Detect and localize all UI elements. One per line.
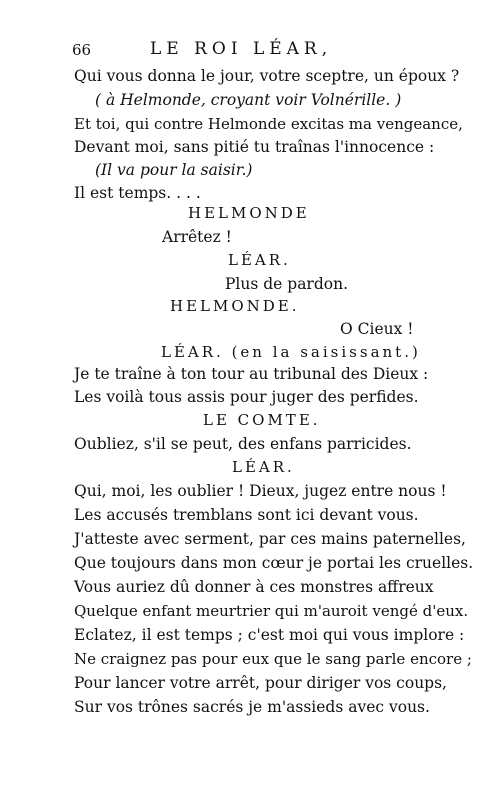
speaker-name: LÉAR.	[232, 458, 295, 476]
verse-line: Il est temps. . . .	[74, 184, 201, 202]
verse-line: Qui vous donna le jour, votre sceptre, un époux ?	[74, 67, 460, 85]
verse-line: J'atteste avec serment, par ces mains paternelles,	[74, 530, 466, 548]
verse-line: Oubliez, s'il se peut, des enfans parricides.	[74, 435, 412, 453]
verse-line: Sur vos trônes sacrés je m'assieds avec vous.	[74, 698, 430, 716]
verse-line: Les accusés tremblans sont ici devant vous.	[74, 506, 419, 524]
verse-line: Qui, moi, les oublier ! Dieux, jugez entre nous !	[74, 482, 447, 500]
speaker-name: HELMONDE	[188, 204, 310, 222]
verse-line: Vous auriez dû donner à ces monstres affreux	[74, 578, 434, 596]
verse-line: Devant moi, sans pitié tu traînas l'innocence :	[74, 138, 435, 156]
verse-line: Arrêtez !	[162, 228, 232, 246]
verse-line: Plus de pardon.	[225, 275, 349, 293]
page-number: 66	[72, 41, 92, 59]
verse-line: Pour lancer votre arrêt, pour diriger vos coups,	[74, 674, 447, 692]
verse-line: O Cieux !	[340, 320, 414, 338]
verse-line: Que toujours dans mon cœur je portai les cruelles.	[74, 554, 474, 572]
verse-line: Les voilà tous assis pour juger des perfides.	[74, 388, 419, 406]
speaker-name: LÉAR.	[228, 251, 291, 269]
speaker-name: HELMONDE.	[170, 297, 300, 315]
stage-direction: ( à Helmonde, croyant voir Volnérille. )	[95, 91, 402, 109]
verse-line: Je te traîne à ton tour au tribunal des Dieux :	[74, 365, 429, 383]
verse-line: Quelque enfant meurtrier qui m'auroit vengé d'eux.	[74, 602, 469, 620]
verse-line: Eclatez, il est temps ; c'est moi qui vous implore :	[74, 626, 465, 644]
verse-line: Ne craignez pas pour eux que le sang parle encore ;	[74, 650, 472, 668]
speaker-name: LE COMTE.	[203, 411, 321, 429]
speaker-name: LÉAR. (en la saisissant.)	[161, 343, 421, 361]
verse-line: Et toi, qui contre Helmonde excitas ma vengeance,	[74, 115, 463, 133]
running-title: LE ROI LÉAR,	[150, 39, 333, 59]
stage-direction: (Il va pour la saisir.)	[95, 161, 253, 179]
